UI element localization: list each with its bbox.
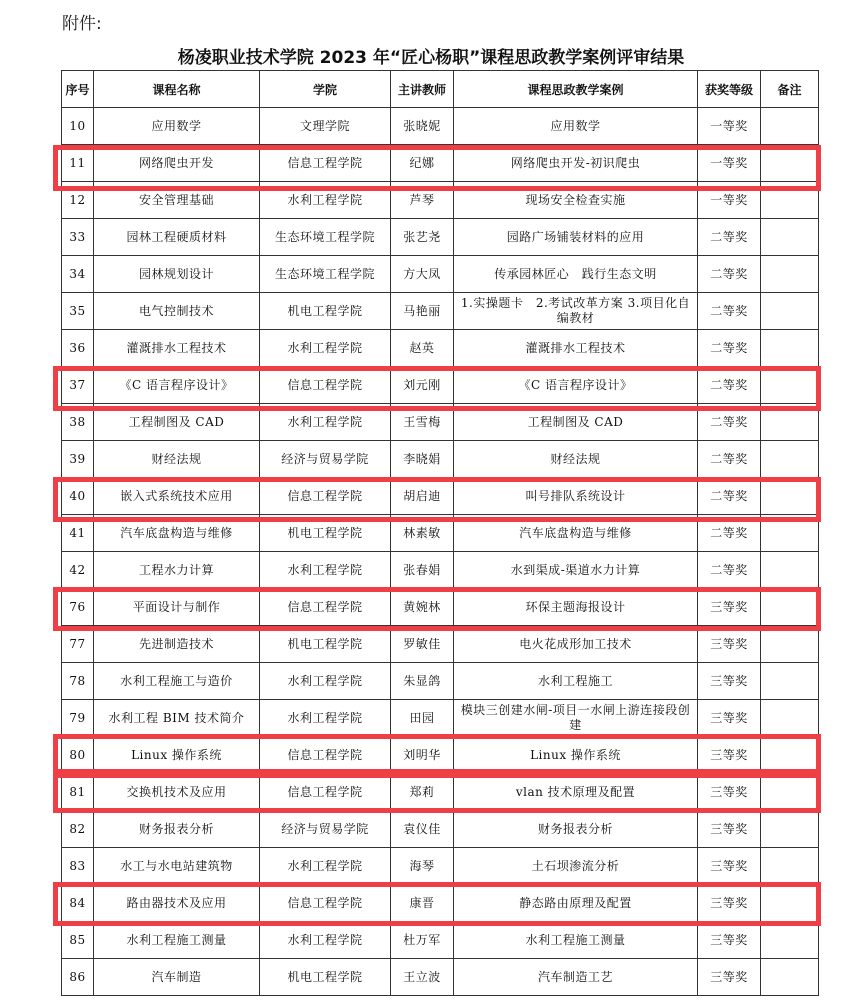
teacher-name: 刘元刚: [391, 367, 454, 404]
row-number: 37: [62, 367, 94, 404]
highlight-box-row-80: [53, 734, 821, 774]
remark: [761, 626, 819, 663]
award-level: 三等奖: [698, 811, 761, 848]
row-number: 79: [62, 700, 94, 737]
course-name: 应用数学: [94, 108, 260, 145]
table-row: [62, 626, 819, 663]
course-name: 汽车制造: [94, 959, 260, 996]
award-level: 二等奖: [698, 330, 761, 367]
remark: [761, 959, 819, 996]
remark: [761, 219, 819, 256]
highlight-box-row-76: [53, 587, 821, 631]
course-name: 路由器技术及应用: [94, 885, 260, 922]
row-number: 76: [62, 589, 94, 626]
col-header-number: 序号: [62, 71, 94, 108]
college-name: 机电工程学院: [260, 515, 391, 552]
results-table: [61, 70, 819, 996]
course-name: 平面设计与制作: [94, 589, 260, 626]
table-header-row: [62, 71, 819, 108]
teacher-name: 方大凤: [391, 256, 454, 293]
table-row: [62, 552, 819, 589]
teacher-name: 田园: [391, 700, 454, 737]
college-name: 信息工程学院: [260, 145, 391, 182]
college-name: 信息工程学院: [260, 885, 391, 922]
course-name: 电气控制技术: [94, 293, 260, 330]
award-level: 二等奖: [698, 404, 761, 441]
row-number: 81: [62, 774, 94, 811]
case-title: 模块三创建水闸-项目一水闸上游连接段创建: [454, 700, 698, 737]
row-number: 10: [62, 108, 94, 145]
remark: [761, 922, 819, 959]
table-row: [62, 256, 819, 293]
case-title: Linux 操作系统: [454, 737, 698, 774]
college-name: 文理学院: [260, 108, 391, 145]
row-number: 35: [62, 293, 94, 330]
remark: [761, 663, 819, 700]
row-number: 41: [62, 515, 94, 552]
case-title: 汽车制造工艺: [454, 959, 698, 996]
award-level: 二等奖: [698, 293, 761, 330]
table-row: [62, 959, 819, 996]
table-row: [62, 811, 819, 848]
teacher-name: 张晓妮: [391, 108, 454, 145]
course-name: Linux 操作系统: [94, 737, 260, 774]
college-name: 经济与贸易学院: [260, 811, 391, 848]
row-number: 85: [62, 922, 94, 959]
row-number: 84: [62, 885, 94, 922]
col-header-college: 学院: [260, 71, 391, 108]
award-level: 二等奖: [698, 367, 761, 404]
teacher-name: 刘明华: [391, 737, 454, 774]
row-number: 86: [62, 959, 94, 996]
course-name: 工程制图及 CAD: [94, 404, 260, 441]
college-name: 信息工程学院: [260, 589, 391, 626]
table-row: [62, 922, 819, 959]
college-name: 生态环境工程学院: [260, 256, 391, 293]
course-name: 财务报表分析: [94, 811, 260, 848]
case-title: 环保主题海报设计: [454, 589, 698, 626]
row-number: 11: [62, 145, 94, 182]
course-name: 《C 语言程序设计》: [94, 367, 260, 404]
table-row: [62, 293, 819, 330]
case-title: 水利工程施工测量: [454, 922, 698, 959]
table-row: [62, 848, 819, 885]
course-name: 先进制造技术: [94, 626, 260, 663]
remark: [761, 552, 819, 589]
table-row: [62, 330, 819, 367]
award-level: 一等奖: [698, 182, 761, 219]
case-title: 工程制图及 CAD: [454, 404, 698, 441]
college-name: 水利工程学院: [260, 700, 391, 737]
award-level: 二等奖: [698, 219, 761, 256]
case-title: 静态路由原理及配置: [454, 885, 698, 922]
award-level: 三等奖: [698, 589, 761, 626]
course-name: 汽车底盘构造与维修: [94, 515, 260, 552]
college-name: 水利工程学院: [260, 922, 391, 959]
award-level: 三等奖: [698, 626, 761, 663]
row-number: 12: [62, 182, 94, 219]
case-title: 财务报表分析: [454, 811, 698, 848]
college-name: 机电工程学院: [260, 626, 391, 663]
award-level: 一等奖: [698, 108, 761, 145]
college-name: 信息工程学院: [260, 774, 391, 811]
remark: [761, 108, 819, 145]
teacher-name: 胡启迪: [391, 478, 454, 515]
award-level: 二等奖: [698, 552, 761, 589]
table-row: [62, 700, 819, 737]
award-level: 一等奖: [698, 145, 761, 182]
case-title: 汽车底盘构造与维修: [454, 515, 698, 552]
row-number: 80: [62, 737, 94, 774]
course-name: 灌溉排水工程技术: [94, 330, 260, 367]
case-title: 应用数学: [454, 108, 698, 145]
col-header-award: 获奖等级: [698, 71, 761, 108]
row-number: 40: [62, 478, 94, 515]
case-title: 水利工程施工: [454, 663, 698, 700]
case-title: 水到渠成-渠道水力计算: [454, 552, 698, 589]
col-header-teacher: 主讲教师: [391, 71, 454, 108]
col-header-course: 课程名称: [94, 71, 260, 108]
course-name: 工程水力计算: [94, 552, 260, 589]
teacher-name: 纪娜: [391, 145, 454, 182]
teacher-name: 李晓娟: [391, 441, 454, 478]
row-number: 33: [62, 219, 94, 256]
teacher-name: 罗敏佳: [391, 626, 454, 663]
college-name: 经济与贸易学院: [260, 441, 391, 478]
case-title: 传承园林匠心 践行生态文明: [454, 256, 698, 293]
case-title: 网络爬虫开发-初识爬虫: [454, 145, 698, 182]
college-name: 水利工程学院: [260, 552, 391, 589]
college-name: 信息工程学院: [260, 367, 391, 404]
case-title: 现场安全检查实施: [454, 182, 698, 219]
teacher-name: 张春娟: [391, 552, 454, 589]
teacher-name: 郑莉: [391, 774, 454, 811]
college-name: 水利工程学院: [260, 330, 391, 367]
document-title: 杨凌职业技术学院 2023 年“匠心杨职”课程思政教学案例评审结果: [177, 48, 685, 68]
remark: [761, 330, 819, 367]
remark: [761, 700, 819, 737]
award-level: 三等奖: [698, 663, 761, 700]
highlight-box-row-11: [53, 145, 821, 191]
case-title: 园路广场铺装材料的应用: [454, 219, 698, 256]
award-level: 三等奖: [698, 959, 761, 996]
row-number: 36: [62, 330, 94, 367]
teacher-name: 林素敏: [391, 515, 454, 552]
table-row: [62, 663, 819, 700]
college-name: 水利工程学院: [260, 663, 391, 700]
teacher-name: 袁仪佳: [391, 811, 454, 848]
remark: [761, 293, 819, 330]
course-name: 嵌入式系统技术应用: [94, 478, 260, 515]
case-title: 电火花成形加工技术: [454, 626, 698, 663]
row-number: 78: [62, 663, 94, 700]
course-name: 交换机技术及应用: [94, 774, 260, 811]
highlight-box-row-84: [53, 882, 821, 926]
teacher-name: 马艳丽: [391, 293, 454, 330]
case-title: 灌溉排水工程技术: [454, 330, 698, 367]
remark: [761, 256, 819, 293]
college-name: 信息工程学院: [260, 478, 391, 515]
row-number: 42: [62, 552, 94, 589]
teacher-name: 赵英: [391, 330, 454, 367]
award-level: 二等奖: [698, 441, 761, 478]
award-level: 二等奖: [698, 515, 761, 552]
award-level: 三等奖: [698, 737, 761, 774]
attachment-label: 附件:: [62, 14, 102, 34]
course-name: 网络爬虫开发: [94, 145, 260, 182]
row-number: 34: [62, 256, 94, 293]
table-body: [62, 108, 819, 996]
course-name: 园林工程硬质材料: [94, 219, 260, 256]
college-name: 机电工程学院: [260, 959, 391, 996]
highlight-box-row-81: [53, 773, 821, 813]
case-title: 叫号排队系统设计: [454, 478, 698, 515]
remark: [761, 848, 819, 885]
row-number: 39: [62, 441, 94, 478]
row-number: 82: [62, 811, 94, 848]
teacher-name: 王雪梅: [391, 404, 454, 441]
highlight-box-row-40: [53, 477, 821, 522]
case-title: 土石坝渗流分析: [454, 848, 698, 885]
case-title: 1.实操题卡 2.考试改革方案 3.项目化自编教材: [454, 293, 698, 330]
course-name: 水利工程施工与造价: [94, 663, 260, 700]
college-name: 信息工程学院: [260, 737, 391, 774]
teacher-name: 杜万军: [391, 922, 454, 959]
college-name: 水利工程学院: [260, 404, 391, 441]
award-level: 二等奖: [698, 478, 761, 515]
college-name: 水利工程学院: [260, 848, 391, 885]
case-title: vlan 技术原理及配置: [454, 774, 698, 811]
course-name: 财经法规: [94, 441, 260, 478]
teacher-name: 海琴: [391, 848, 454, 885]
award-level: 三等奖: [698, 848, 761, 885]
award-level: 三等奖: [698, 922, 761, 959]
award-level: 三等奖: [698, 774, 761, 811]
remark: [761, 811, 819, 848]
college-name: 机电工程学院: [260, 293, 391, 330]
table-row: [62, 219, 819, 256]
award-level: 三等奖: [698, 885, 761, 922]
course-name: 安全管理基础: [94, 182, 260, 219]
teacher-name: 芦琴: [391, 182, 454, 219]
case-title: 《C 语言程序设计》: [454, 367, 698, 404]
table-row: [62, 108, 819, 145]
award-level: 二等奖: [698, 256, 761, 293]
teacher-name: 王立波: [391, 959, 454, 996]
college-name: 水利工程学院: [260, 182, 391, 219]
col-header-case: 课程思政教学案例: [454, 71, 698, 108]
teacher-name: 康晋: [391, 885, 454, 922]
teacher-name: 朱显鸽: [391, 663, 454, 700]
course-name: 园林规划设计: [94, 256, 260, 293]
college-name: 生态环境工程学院: [260, 219, 391, 256]
row-number: 77: [62, 626, 94, 663]
row-number: 83: [62, 848, 94, 885]
teacher-name: 张艺尧: [391, 219, 454, 256]
teacher-name: 黄婉林: [391, 589, 454, 626]
highlight-box-row-37: [53, 366, 821, 411]
award-level: 三等奖: [698, 700, 761, 737]
row-number: 38: [62, 404, 94, 441]
course-name: 水利工程施工测量: [94, 922, 260, 959]
col-header-remark: 备注: [761, 71, 819, 108]
remark: [761, 441, 819, 478]
course-name: 水工与水电站建筑物: [94, 848, 260, 885]
case-title: 财经法规: [454, 441, 698, 478]
table-row: [62, 441, 819, 478]
course-name: 水利工程 BIM 技术简介: [94, 700, 260, 737]
